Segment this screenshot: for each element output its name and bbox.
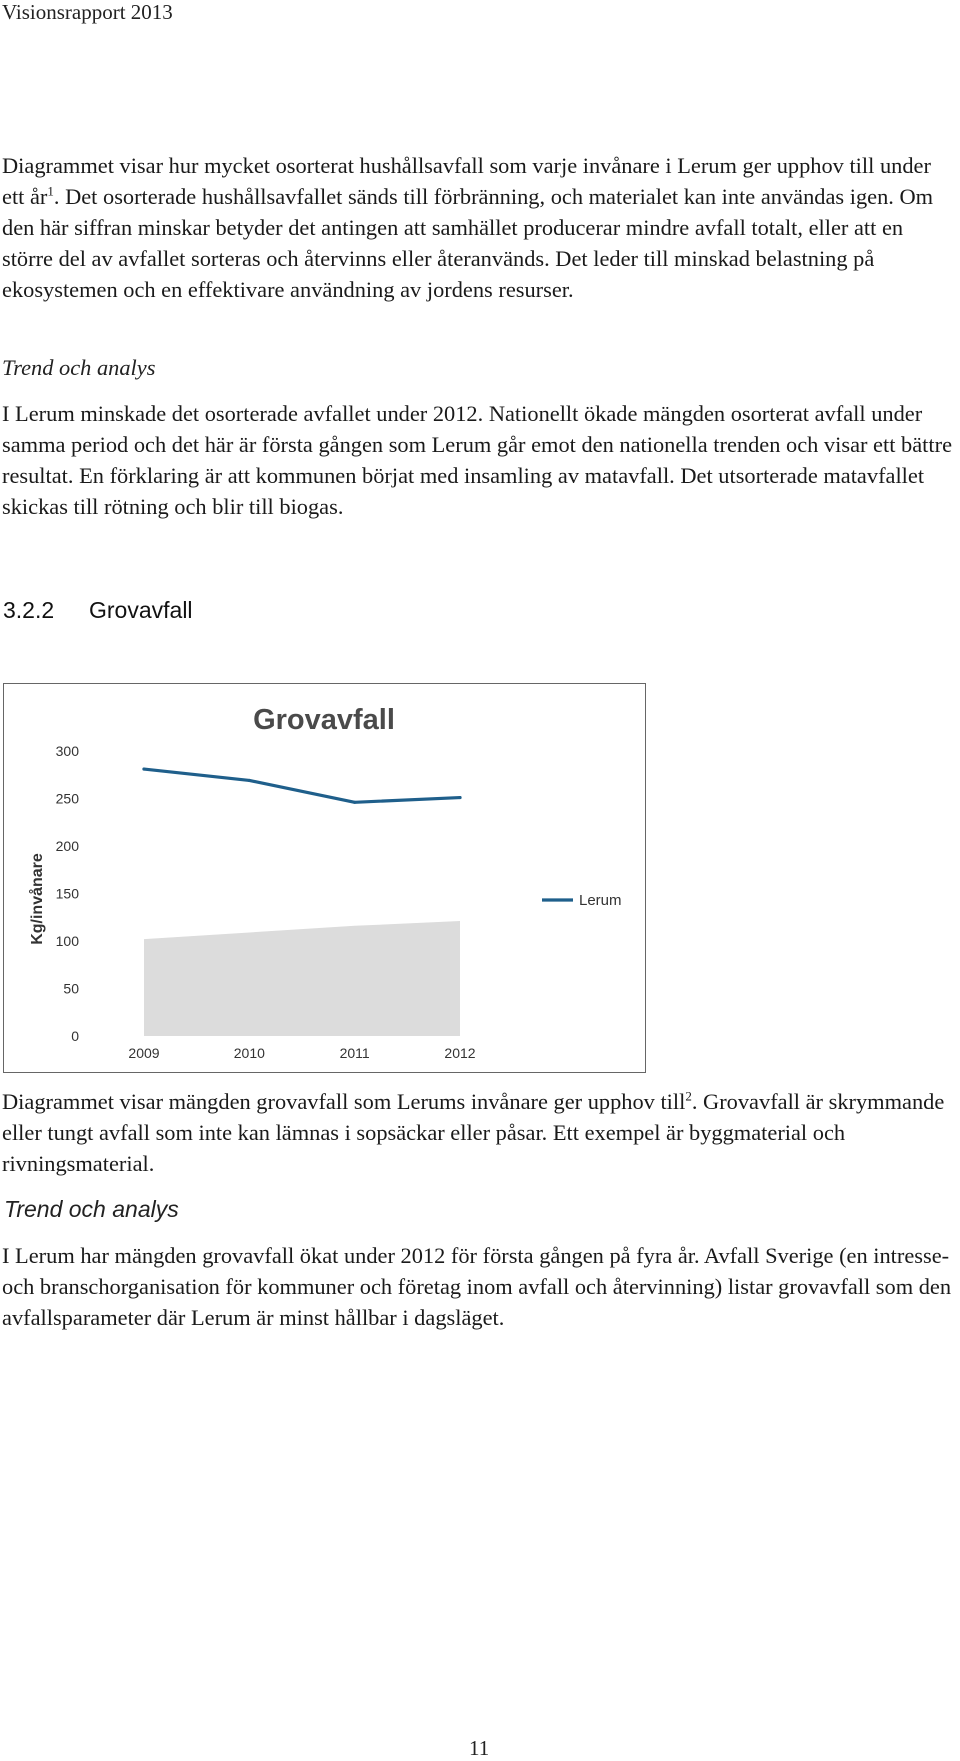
caption-text-2: . Grovavfall är skrymmande eller tungt avfall som inte kan lämnas i sopsäckar eller påsar. Ett exempel är byggmaterial och rivningsmaterial. [2,1089,945,1176]
chart-caption [2,1086,952,1179]
y-tick-label: 100 [55,933,79,949]
y-tick-label: 150 [55,885,79,902]
trend-paragraph-2: I Lerum har mängden grovavfall ökat under 2012 för första gången på fyra år. Avfall Sverige (en intresse- och branschorganisation för kommuner och företag inom avfall och återvinning) listar grovavfall som den avfallsparameter där Lerum är minst hållbar i dagsläget. [2,1243,952,1330]
data-point [248,779,251,782]
series-line-lerum [144,769,460,802]
y-tick-label: 300 [55,743,79,759]
section-title: Grovavfall [89,597,193,623]
intro-text-2: . Det osorterade hushållsavfallet sänds till förbränning, och materialet kan inte användas igen. Om den här siffran minskar betyder det antingen att samhället producerar mindre avfall totalt, eller att en större del av avfallet sorteras och återvinns eller återanvänds. Det leder till minskad belastning på ekosystemen och en effektivare användning av jordens resurser. [2,184,934,302]
x-tick-label: 2012 [444,1045,476,1061]
intro-text-1: Diagrammet visar hur mycket osorterat hushållsavfall som varje invånare i Lerum ger upphov till under ett år [2,153,931,209]
footnote-ref-2[interactable]: 2 [685,1088,692,1104]
grovavfall-chart [3,683,646,1073]
y-tick-label: 250 [55,790,79,807]
trend-heading-2: Trend och analys [4,1196,179,1222]
footnote-ref-1[interactable]: 1 [47,183,54,199]
y-axis-label: Kg/invånare [29,853,46,945]
x-tick-label: 2009 [128,1045,160,1061]
section-number: 3.2.2 [3,597,55,623]
running-head: Visionsrapport 2013 [2,0,173,24]
trend-paragraph-1: I Lerum minskade det osorterade avfallet under 2012. Nationellt ökade mängden osorterat avfall under samma period och det här är första gången som Lerum går emot den nationella trenden och visar ett bättre resultat. En förklaring är att kommunen börjat med insamling av matavfall. Det utsorterade matavfallet skickas till rötning och blir till biogas. [2,401,953,519]
x-tick-label: 2011 [339,1045,370,1061]
data-point [142,767,145,770]
caption-text-1: Diagrammet visar mängden grovavfall som Lerums invånare ger upphov till [2,1089,686,1114]
y-tick-label: 200 [55,838,79,854]
data-point [458,796,461,799]
x-tick-label: 2010 [233,1045,265,1061]
section-heading [3,597,193,624]
chart-background-band [144,921,460,1036]
y-tick-label: 50 [63,980,79,997]
y-tick-label: 0 [71,1028,79,1044]
page-number: 11 [469,1736,490,1760]
legend-label: Lerum [579,892,622,909]
intro-paragraph [2,150,952,305]
trend-heading-1: Trend och analys [2,355,156,380]
data-point [353,801,356,804]
chart-svg [4,684,645,1072]
chart-title: Grovavfall [253,704,395,736]
